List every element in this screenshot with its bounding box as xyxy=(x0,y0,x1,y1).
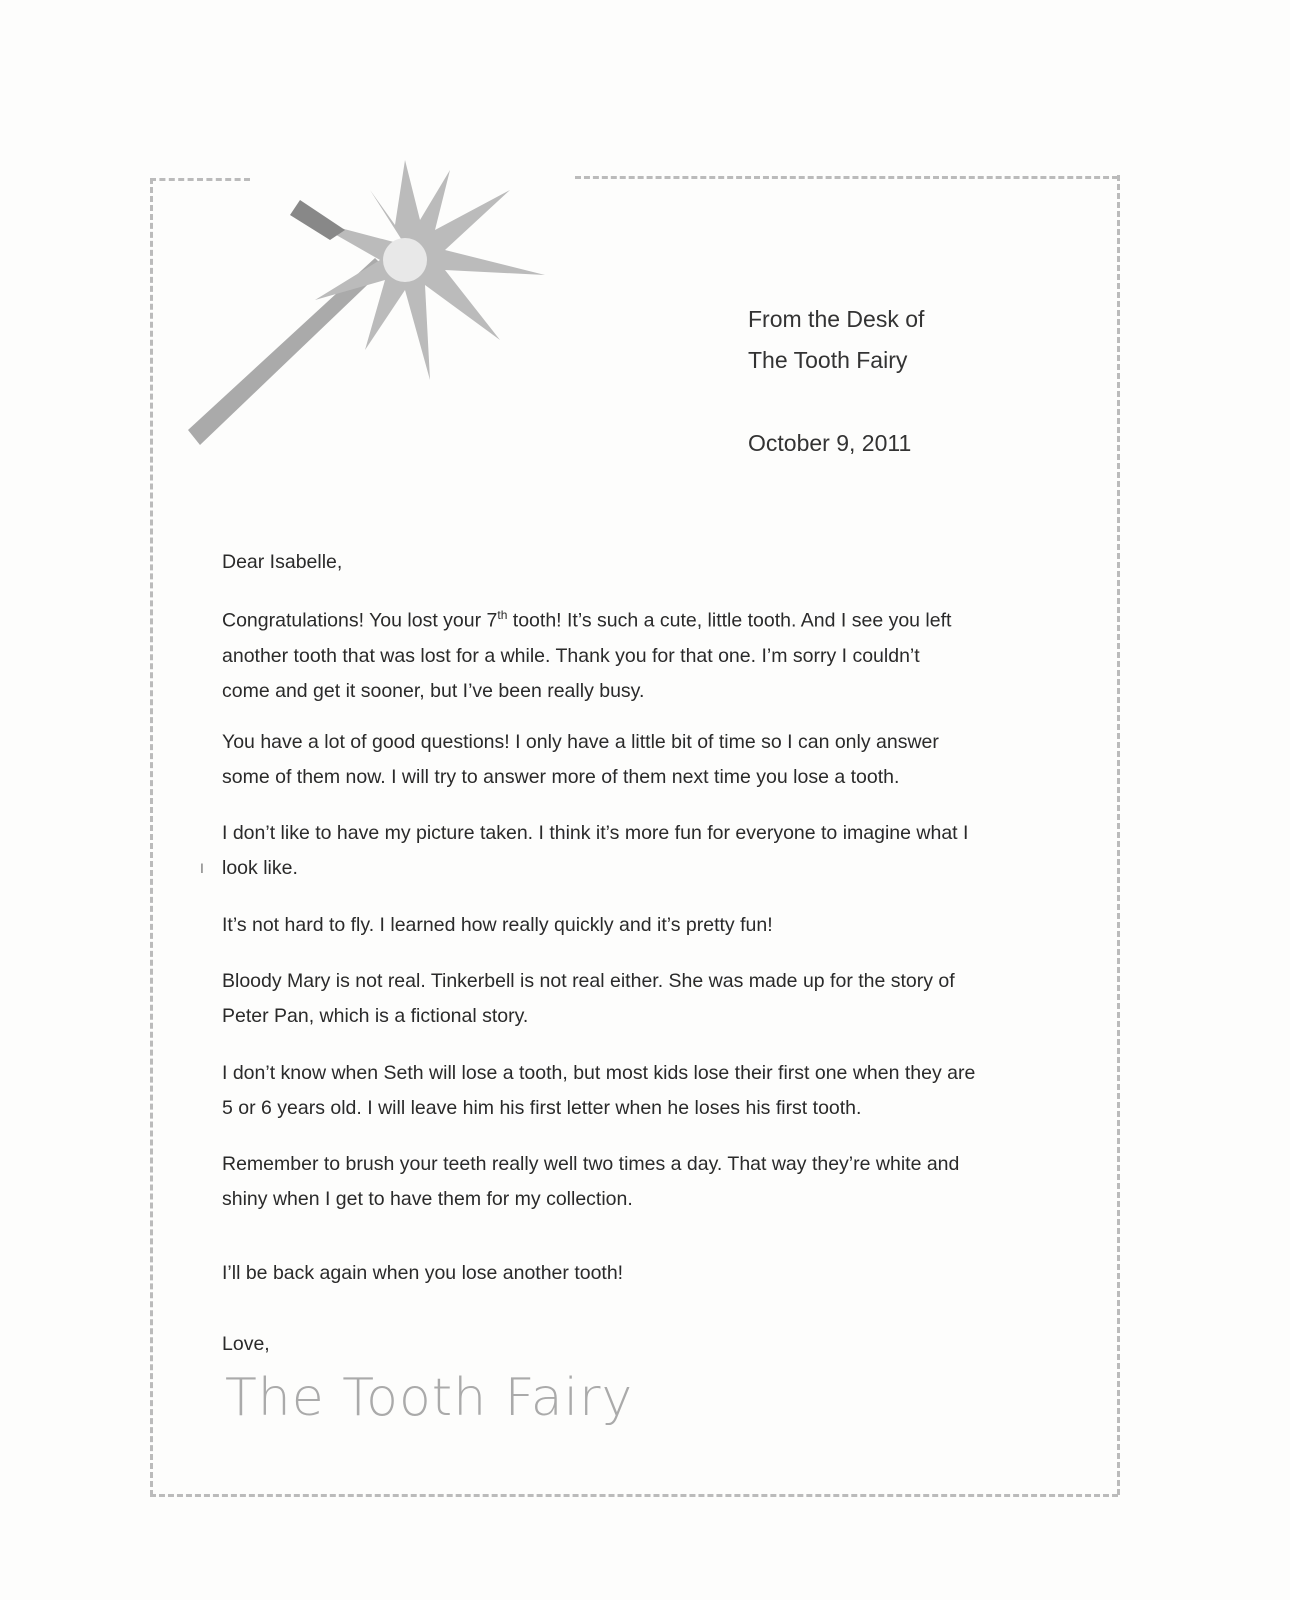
magic-wand-icon xyxy=(180,150,560,450)
paragraph-7: Remember to brush your teeth really well two times a day. That way they’re white and shiny when I get to have them for my collection. xyxy=(222,1153,960,1210)
border-top-right xyxy=(575,176,1118,179)
letterhead-line1: From the Desk of xyxy=(748,306,925,332)
letter-date: October 9, 2011 xyxy=(748,430,912,456)
paragraph-5: Bloody Mary is not real. Tinkerbell is not real either. She was made up for the story of Peter Pan, which is a fictional story. xyxy=(222,970,955,1027)
letterhead-line2: The Tooth Fairy xyxy=(748,347,908,373)
greeting: Dear Isabelle, xyxy=(222,551,343,573)
closing: Love, xyxy=(222,1333,270,1355)
sparkle-burst xyxy=(310,160,545,380)
paragraph-8: I’ll be back again when you lose another tooth! xyxy=(222,1262,624,1284)
paragraph-3: I don’t like to have my picture taken. I think it’s more fun for everyone to imagine what I look like. xyxy=(222,822,969,879)
paragraph-1: Congratulations! You lost your 7th tooth! It’s such a cute, little tooth. And I see you left another tooth that was lost for a while. Thank you for that one. I’m sorry I couldn’t come and get it sooner, but I’ve been really busy. xyxy=(222,608,952,702)
paragraph-2: You have a lot of good questions! I only have a little bit of time so I can only answer some of them now. I will try to answer more of them next time you lose a tooth. xyxy=(222,731,939,788)
signature: The Tooth Fairy xyxy=(225,1368,634,1428)
paragraph-4: It’s not hard to fly. I learned how really quickly and it’s pretty fun! xyxy=(222,914,773,936)
margin-mark: I xyxy=(200,860,204,876)
paragraph-6: I don’t know when Seth will lose a tooth, but most kids lose their first one when they are 5 or 6 years old. I will leave him his first letter when he loses his first tooth. xyxy=(222,1062,976,1119)
border-bottom xyxy=(150,1494,1118,1497)
border-left xyxy=(150,178,153,1496)
